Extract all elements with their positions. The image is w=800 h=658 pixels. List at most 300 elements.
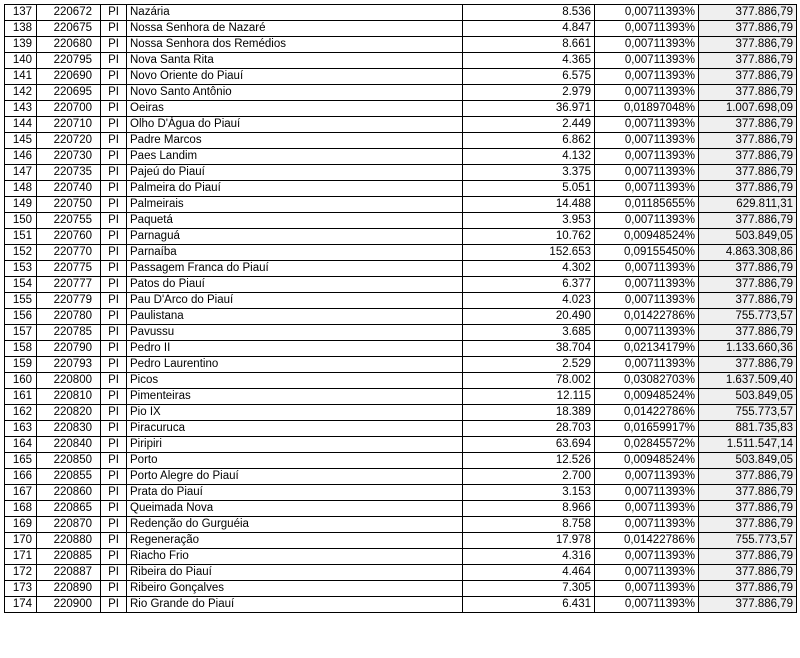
- ibge-code-cell: 220870: [37, 517, 101, 533]
- percentage-cell: 0,00711393%: [595, 165, 699, 181]
- table-row: [5, 389, 797, 405]
- municipality-name-cell: Pedro II: [127, 341, 463, 357]
- state-cell: PI: [101, 581, 127, 597]
- ibge-code-cell: 220777: [37, 277, 101, 293]
- amount-cell: 377.886,79: [699, 85, 797, 101]
- row-number-cell: 150: [5, 213, 37, 229]
- amount-cell: 881.735,83: [699, 421, 797, 437]
- amount-cell: 503.849,05: [699, 453, 797, 469]
- state-cell: PI: [101, 277, 127, 293]
- population-cell: 63.694: [463, 437, 595, 453]
- ibge-code-cell: 220840: [37, 437, 101, 453]
- table-row: [5, 501, 797, 517]
- ibge-code-cell: 220887: [37, 565, 101, 581]
- row-number-cell: 152: [5, 245, 37, 261]
- amount-cell: 4.863.308,86: [699, 245, 797, 261]
- population-cell: 8.536: [463, 5, 595, 21]
- ibge-code-cell: 220740: [37, 181, 101, 197]
- amount-cell: 377.886,79: [699, 549, 797, 565]
- population-cell: 2.529: [463, 357, 595, 373]
- state-cell: PI: [101, 261, 127, 277]
- population-cell: 6.862: [463, 133, 595, 149]
- row-number-cell: 172: [5, 565, 37, 581]
- table-row: [5, 453, 797, 469]
- table-row: [5, 341, 797, 357]
- municipality-name-cell: Porto Alegre do Piauí: [127, 469, 463, 485]
- population-cell: 6.377: [463, 277, 595, 293]
- percentage-cell: 0,01897048%: [595, 101, 699, 117]
- row-number-cell: 159: [5, 357, 37, 373]
- population-cell: 2.449: [463, 117, 595, 133]
- ibge-code-cell: 220855: [37, 469, 101, 485]
- ibge-code-cell: 220780: [37, 309, 101, 325]
- table-row: [5, 293, 797, 309]
- amount-cell: 377.886,79: [699, 325, 797, 341]
- municipality-name-cell: Nossa Senhora dos Remédios: [127, 37, 463, 53]
- ibge-code-cell: 220750: [37, 197, 101, 213]
- percentage-cell: 0,00948524%: [595, 453, 699, 469]
- percentage-cell: 0,00711393%: [595, 485, 699, 501]
- municipality-name-cell: Pimenteiras: [127, 389, 463, 405]
- percentage-cell: 0,00711393%: [595, 21, 699, 37]
- percentage-cell: 0,00711393%: [595, 181, 699, 197]
- row-number-cell: 164: [5, 437, 37, 453]
- percentage-cell: 0,02845572%: [595, 437, 699, 453]
- municipality-name-cell: Paes Landim: [127, 149, 463, 165]
- amount-cell: 377.886,79: [699, 485, 797, 501]
- table-row: [5, 149, 797, 165]
- ibge-code-cell: 220865: [37, 501, 101, 517]
- amount-cell: 503.849,05: [699, 389, 797, 405]
- municipality-name-cell: Pedro Laurentino: [127, 357, 463, 373]
- table-row: [5, 197, 797, 213]
- amount-cell: 377.886,79: [699, 213, 797, 229]
- amount-cell: 377.886,79: [699, 181, 797, 197]
- ibge-code-cell: 220820: [37, 405, 101, 421]
- percentage-cell: 0,00711393%: [595, 69, 699, 85]
- row-number-cell: 148: [5, 181, 37, 197]
- state-cell: PI: [101, 85, 127, 101]
- ibge-code-cell: 220695: [37, 85, 101, 101]
- table-row: [5, 325, 797, 341]
- amount-cell: 377.886,79: [699, 501, 797, 517]
- percentage-cell: 0,01185655%: [595, 197, 699, 213]
- population-cell: 12.115: [463, 389, 595, 405]
- population-cell: 18.389: [463, 405, 595, 421]
- amount-cell: 377.886,79: [699, 5, 797, 21]
- percentage-cell: 0,00711393%: [595, 517, 699, 533]
- population-cell: 4.132: [463, 149, 595, 165]
- ibge-code-cell: 220672: [37, 5, 101, 21]
- table-row: [5, 85, 797, 101]
- table-row: [5, 533, 797, 549]
- population-cell: 6.431: [463, 597, 595, 613]
- population-cell: 10.762: [463, 229, 595, 245]
- row-number-cell: 174: [5, 597, 37, 613]
- state-cell: PI: [101, 389, 127, 405]
- percentage-cell: 0,01422786%: [595, 533, 699, 549]
- table-row: [5, 117, 797, 133]
- municipality-name-cell: Palmeirais: [127, 197, 463, 213]
- percentage-cell: 0,00711393%: [595, 357, 699, 373]
- municipality-name-cell: Piripiri: [127, 437, 463, 453]
- table-row: [5, 549, 797, 565]
- amount-cell: 377.886,79: [699, 277, 797, 293]
- row-number-cell: 147: [5, 165, 37, 181]
- ibge-code-cell: 220760: [37, 229, 101, 245]
- state-cell: PI: [101, 421, 127, 437]
- municipality-name-cell: Regeneração: [127, 533, 463, 549]
- state-cell: PI: [101, 37, 127, 53]
- row-number-cell: 157: [5, 325, 37, 341]
- municipality-name-cell: Paquetá: [127, 213, 463, 229]
- ibge-code-cell: 220770: [37, 245, 101, 261]
- percentage-cell: 0,00711393%: [595, 597, 699, 613]
- municipality-name-cell: Prata do Piauí: [127, 485, 463, 501]
- row-number-cell: 144: [5, 117, 37, 133]
- ibge-code-cell: 220785: [37, 325, 101, 341]
- percentage-cell: 0,03082703%: [595, 373, 699, 389]
- municipality-name-cell: Redenção do Gurguéia: [127, 517, 463, 533]
- municipality-name-cell: Nazária: [127, 5, 463, 21]
- row-number-cell: 146: [5, 149, 37, 165]
- ibge-code-cell: 220790: [37, 341, 101, 357]
- ibge-code-cell: 220675: [37, 21, 101, 37]
- state-cell: PI: [101, 373, 127, 389]
- municipality-name-cell: Palmeira do Piauí: [127, 181, 463, 197]
- municipality-name-cell: Nova Santa Rita: [127, 53, 463, 69]
- row-number-cell: 154: [5, 277, 37, 293]
- population-cell: 2.979: [463, 85, 595, 101]
- row-number-cell: 137: [5, 5, 37, 21]
- population-cell: 38.704: [463, 341, 595, 357]
- municipality-name-cell: Pio IX: [127, 405, 463, 421]
- population-cell: 12.526: [463, 453, 595, 469]
- amount-cell: 377.886,79: [699, 37, 797, 53]
- amount-cell: 629.811,31: [699, 197, 797, 213]
- ibge-code-cell: 220730: [37, 149, 101, 165]
- amount-cell: 377.886,79: [699, 21, 797, 37]
- table-row: [5, 165, 797, 181]
- amount-cell: 377.886,79: [699, 517, 797, 533]
- row-number-cell: 162: [5, 405, 37, 421]
- state-cell: PI: [101, 245, 127, 261]
- percentage-cell: 0,00948524%: [595, 389, 699, 405]
- state-cell: PI: [101, 597, 127, 613]
- row-number-cell: 143: [5, 101, 37, 117]
- percentage-cell: 0,00711393%: [595, 37, 699, 53]
- percentage-cell: 0,00711393%: [595, 469, 699, 485]
- population-cell: 17.978: [463, 533, 595, 549]
- percentage-cell: 0,00711393%: [595, 565, 699, 581]
- state-cell: PI: [101, 437, 127, 453]
- row-number-cell: 149: [5, 197, 37, 213]
- ibge-code-cell: 220885: [37, 549, 101, 565]
- ibge-code-cell: 220755: [37, 213, 101, 229]
- amount-cell: 377.886,79: [699, 117, 797, 133]
- ibge-code-cell: 220890: [37, 581, 101, 597]
- table-row: [5, 261, 797, 277]
- population-cell: 3.953: [463, 213, 595, 229]
- ibge-code-cell: 220795: [37, 53, 101, 69]
- amount-cell: 1.511.547,14: [699, 437, 797, 453]
- amount-cell: 1.007.698,09: [699, 101, 797, 117]
- amount-cell: 1.133.660,36: [699, 341, 797, 357]
- population-cell: 3.375: [463, 165, 595, 181]
- table-row: [5, 21, 797, 37]
- table-row: [5, 229, 797, 245]
- ibge-code-cell: 220830: [37, 421, 101, 437]
- percentage-cell: 0,00711393%: [595, 549, 699, 565]
- table-row: [5, 277, 797, 293]
- state-cell: PI: [101, 293, 127, 309]
- municipality-name-cell: Piracuruca: [127, 421, 463, 437]
- amount-cell: 377.886,79: [699, 133, 797, 149]
- municipality-name-cell: Paulistana: [127, 309, 463, 325]
- amount-cell: 377.886,79: [699, 261, 797, 277]
- municipality-table: [4, 4, 797, 613]
- table-row: [5, 101, 797, 117]
- table-row: [5, 181, 797, 197]
- state-cell: PI: [101, 197, 127, 213]
- state-cell: PI: [101, 101, 127, 117]
- municipality-name-cell: Porto: [127, 453, 463, 469]
- municipality-name-cell: Pajeú do Piauí: [127, 165, 463, 181]
- population-cell: 8.661: [463, 37, 595, 53]
- percentage-cell: 0,00711393%: [595, 149, 699, 165]
- state-cell: PI: [101, 149, 127, 165]
- row-number-cell: 171: [5, 549, 37, 565]
- state-cell: PI: [101, 357, 127, 373]
- table-body: [5, 5, 797, 613]
- table-row: [5, 37, 797, 53]
- percentage-cell: 0,00711393%: [595, 261, 699, 277]
- state-cell: PI: [101, 517, 127, 533]
- row-number-cell: 155: [5, 293, 37, 309]
- ibge-code-cell: 220710: [37, 117, 101, 133]
- municipality-name-cell: Padre Marcos: [127, 133, 463, 149]
- row-number-cell: 151: [5, 229, 37, 245]
- state-cell: PI: [101, 5, 127, 21]
- ibge-code-cell: 220779: [37, 293, 101, 309]
- row-number-cell: 142: [5, 85, 37, 101]
- row-number-cell: 163: [5, 421, 37, 437]
- row-number-cell: 145: [5, 133, 37, 149]
- population-cell: 4.316: [463, 549, 595, 565]
- ibge-code-cell: 220880: [37, 533, 101, 549]
- population-cell: 4.023: [463, 293, 595, 309]
- state-cell: PI: [101, 485, 127, 501]
- table-row: [5, 373, 797, 389]
- amount-cell: 377.886,79: [699, 565, 797, 581]
- population-cell: 78.002: [463, 373, 595, 389]
- municipality-name-cell: Oeiras: [127, 101, 463, 117]
- table-row: [5, 517, 797, 533]
- percentage-cell: 0,00711393%: [595, 213, 699, 229]
- municipality-name-cell: Novo Oriente do Piauí: [127, 69, 463, 85]
- table-row: [5, 309, 797, 325]
- row-number-cell: 156: [5, 309, 37, 325]
- row-number-cell: 165: [5, 453, 37, 469]
- amount-cell: 377.886,79: [699, 293, 797, 309]
- municipality-name-cell: Olho D'Água do Piauí: [127, 117, 463, 133]
- state-cell: PI: [101, 53, 127, 69]
- ibge-code-cell: 220810: [37, 389, 101, 405]
- table-row: [5, 5, 797, 21]
- population-cell: 4.464: [463, 565, 595, 581]
- municipality-name-cell: Patos do Piauí: [127, 277, 463, 293]
- percentage-cell: 0,00711393%: [595, 133, 699, 149]
- amount-cell: 1.637.509,40: [699, 373, 797, 389]
- amount-cell: 377.886,79: [699, 597, 797, 613]
- table-row: [5, 213, 797, 229]
- state-cell: PI: [101, 133, 127, 149]
- ibge-code-cell: 220850: [37, 453, 101, 469]
- row-number-cell: 169: [5, 517, 37, 533]
- state-cell: PI: [101, 405, 127, 421]
- percentage-cell: 0,00711393%: [595, 501, 699, 517]
- state-cell: PI: [101, 309, 127, 325]
- state-cell: PI: [101, 165, 127, 181]
- ibge-code-cell: 220690: [37, 69, 101, 85]
- percentage-cell: 0,00711393%: [595, 5, 699, 21]
- amount-cell: 377.886,79: [699, 53, 797, 69]
- municipality-name-cell: Ribeira do Piauí: [127, 565, 463, 581]
- municipality-name-cell: Queimada Nova: [127, 501, 463, 517]
- municipality-name-cell: Rio Grande do Piauí: [127, 597, 463, 613]
- state-cell: PI: [101, 469, 127, 485]
- population-cell: 4.302: [463, 261, 595, 277]
- amount-cell: 755.773,57: [699, 405, 797, 421]
- municipality-name-cell: Novo Santo Antônio: [127, 85, 463, 101]
- row-number-cell: 173: [5, 581, 37, 597]
- percentage-cell: 0,00711393%: [595, 277, 699, 293]
- percentage-cell: 0,00711393%: [595, 325, 699, 341]
- ibge-code-cell: 220775: [37, 261, 101, 277]
- table-row: [5, 69, 797, 85]
- municipality-name-cell: Parnaíba: [127, 245, 463, 261]
- table-row: [5, 437, 797, 453]
- row-number-cell: 166: [5, 469, 37, 485]
- state-cell: PI: [101, 533, 127, 549]
- state-cell: PI: [101, 549, 127, 565]
- row-number-cell: 161: [5, 389, 37, 405]
- population-cell: 8.966: [463, 501, 595, 517]
- amount-cell: 377.886,79: [699, 149, 797, 165]
- table-row: [5, 597, 797, 613]
- population-cell: 4.847: [463, 21, 595, 37]
- municipality-name-cell: Picos: [127, 373, 463, 389]
- percentage-cell: 0,00711393%: [595, 53, 699, 69]
- state-cell: PI: [101, 21, 127, 37]
- row-number-cell: 140: [5, 53, 37, 69]
- ibge-code-cell: 220700: [37, 101, 101, 117]
- percentage-cell: 0,00711393%: [595, 85, 699, 101]
- state-cell: PI: [101, 453, 127, 469]
- ibge-code-cell: 220720: [37, 133, 101, 149]
- table-row: [5, 245, 797, 261]
- state-cell: PI: [101, 501, 127, 517]
- amount-cell: 377.886,79: [699, 165, 797, 181]
- ibge-code-cell: 220735: [37, 165, 101, 181]
- percentage-cell: 0,00948524%: [595, 229, 699, 245]
- population-cell: 14.488: [463, 197, 595, 213]
- ibge-code-cell: 220800: [37, 373, 101, 389]
- row-number-cell: 167: [5, 485, 37, 501]
- ibge-code-cell: 220793: [37, 357, 101, 373]
- population-cell: 20.490: [463, 309, 595, 325]
- table-row: [5, 405, 797, 421]
- population-cell: 4.365: [463, 53, 595, 69]
- percentage-cell: 0,00711393%: [595, 581, 699, 597]
- row-number-cell: 153: [5, 261, 37, 277]
- amount-cell: 377.886,79: [699, 69, 797, 85]
- percentage-cell: 0,09155450%: [595, 245, 699, 261]
- municipality-name-cell: Passagem Franca do Piauí: [127, 261, 463, 277]
- population-cell: 6.575: [463, 69, 595, 85]
- state-cell: PI: [101, 213, 127, 229]
- population-cell: 3.685: [463, 325, 595, 341]
- state-cell: PI: [101, 325, 127, 341]
- amount-cell: 755.773,57: [699, 533, 797, 549]
- municipality-name-cell: Nossa Senhora de Nazaré: [127, 21, 463, 37]
- population-cell: 2.700: [463, 469, 595, 485]
- row-number-cell: 170: [5, 533, 37, 549]
- row-number-cell: 139: [5, 37, 37, 53]
- state-cell: PI: [101, 69, 127, 85]
- municipality-name-cell: Ribeiro Gonçalves: [127, 581, 463, 597]
- table-row: [5, 357, 797, 373]
- population-cell: 3.153: [463, 485, 595, 501]
- row-number-cell: 138: [5, 21, 37, 37]
- percentage-cell: 0,00711393%: [595, 293, 699, 309]
- ibge-code-cell: 220900: [37, 597, 101, 613]
- state-cell: PI: [101, 181, 127, 197]
- population-cell: 5.051: [463, 181, 595, 197]
- amount-cell: 377.886,79: [699, 581, 797, 597]
- table-row: [5, 565, 797, 581]
- ibge-code-cell: 220860: [37, 485, 101, 501]
- percentage-cell: 0,02134179%: [595, 341, 699, 357]
- municipality-name-cell: Pau D'Arco do Piauí: [127, 293, 463, 309]
- municipality-name-cell: Parnaguá: [127, 229, 463, 245]
- percentage-cell: 0,01422786%: [595, 309, 699, 325]
- table-row: [5, 53, 797, 69]
- table-row: [5, 421, 797, 437]
- table-row: [5, 581, 797, 597]
- percentage-cell: 0,00711393%: [595, 117, 699, 133]
- population-cell: 7.305: [463, 581, 595, 597]
- row-number-cell: 158: [5, 341, 37, 357]
- state-cell: PI: [101, 117, 127, 133]
- state-cell: PI: [101, 341, 127, 357]
- amount-cell: 503.849,05: [699, 229, 797, 245]
- percentage-cell: 0,01659917%: [595, 421, 699, 437]
- state-cell: PI: [101, 565, 127, 581]
- table-row: [5, 469, 797, 485]
- population-cell: 152.653: [463, 245, 595, 261]
- ibge-code-cell: 220680: [37, 37, 101, 53]
- municipality-name-cell: Riacho Frio: [127, 549, 463, 565]
- amount-cell: 377.886,79: [699, 357, 797, 373]
- amount-cell: 755.773,57: [699, 309, 797, 325]
- table-row: [5, 485, 797, 501]
- row-number-cell: 141: [5, 69, 37, 85]
- row-number-cell: 168: [5, 501, 37, 517]
- state-cell: PI: [101, 229, 127, 245]
- row-number-cell: 160: [5, 373, 37, 389]
- amount-cell: 377.886,79: [699, 469, 797, 485]
